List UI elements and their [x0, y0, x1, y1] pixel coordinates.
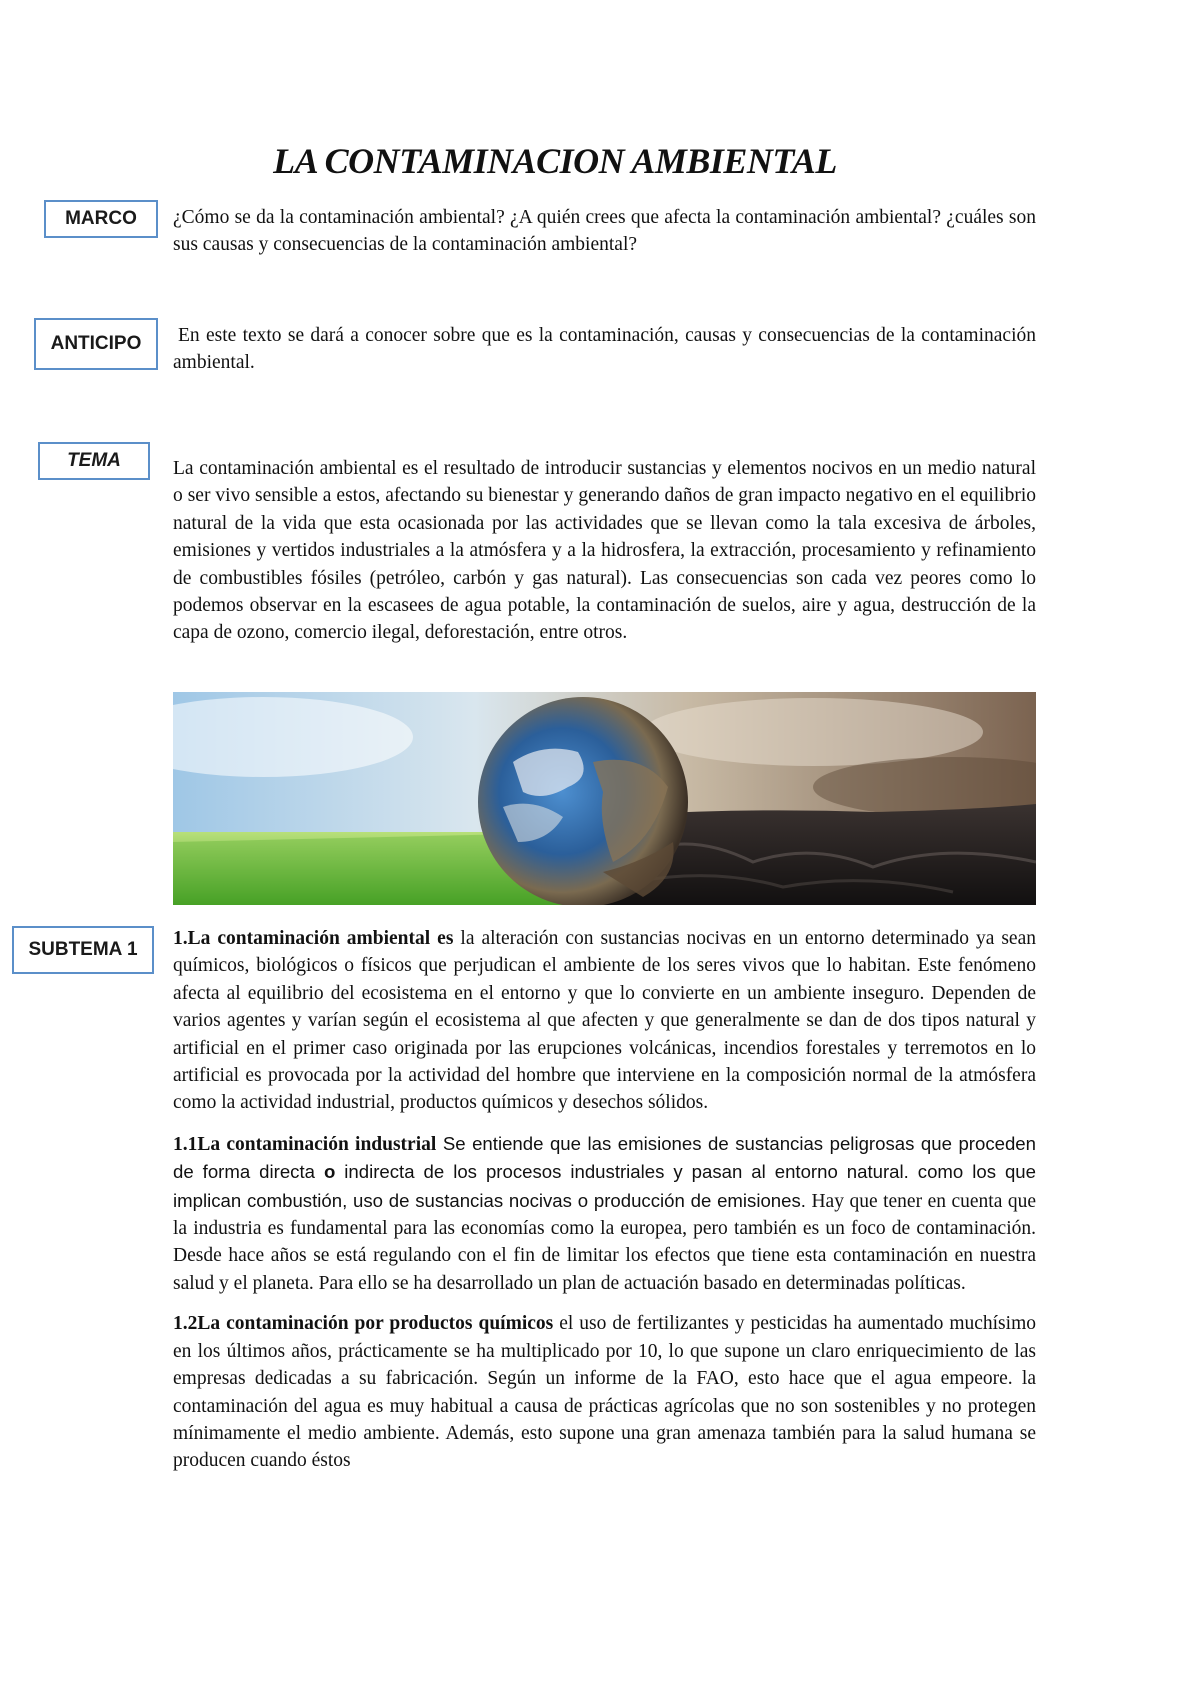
subtema1-text — [173, 925, 1036, 1475]
marco-paragraph: ¿Cómo se da la contaminación ambiental? ¿A quién crees que afecta la contaminación ambiental? ¿cuáles son sus causas y consecuencias de la contaminación ambiental? — [173, 207, 1036, 256]
hero-svg — [173, 692, 1036, 905]
anticipo-text — [173, 322, 1036, 377]
label-subtema-1-text: SUBTEMA 1 — [28, 939, 138, 960]
anticipo-paragraph: En este texto se dará a conocer sobre que es la contaminación, causas y consecuencias de la contaminación ambiental. — [173, 325, 1036, 374]
page-title: LA CONTAMINACION AMBIENTAL — [273, 141, 837, 181]
subtema1-p3-text: el uso de fertilizantes y pesticidas ha aumentado muchísimo en los últimos años, prácticamente se ha multiplicado por 10, lo que supone un claro enriquecimiento de las empresas dedicadas a su fabricación. Según un informe de la FAO, esto hace que el agua empeore. la contaminación del agua es muy habitual a causa de prácticas agrícolas que no son sostenibles y no protegen mínimamente el medio ambiente. Además, esto supone una gran amenaza también para la salud humana se producen cuando éstos — [173, 1313, 1036, 1472]
subtema1-p1-text: la alteración con sustancias nocivas en un entorno determinado ya sean químicos, biológicos o físicos que perjudican el ambiente de los seres vivos que lo habitan. Este fenómeno afecta al equilibrio del ecosistema en el entorno y que lo convierte en un ambiente inseguro. Dependen de varios agentes y varían según el ecosistema al que afecten y que generalmente se dan de dos tipos natural y artificial en el primer caso originada por las erupciones volcánicas, incendios forestales y terremotos en lo artificial es provocada por la actividad del hombre que interviene en la composición normal de la atmósfera como la actividad industrial, productos químicos y desechos sólidos. — [173, 928, 1036, 1114]
label-subtema-1 — [12, 926, 154, 974]
tema-paragraph: La contaminación ambiental es el resultado de introducir sustancias y elementos nocivos en un medio natural o ser vivo sensible a estos, afectando su bienestar y generando daños de gran impacto negativo en el equilibrio natural de la vida que esta ocasionada por las actividades que se llevan como la tala excesiva de árboles, emisiones y vertidos industriales a la atmósfera y a la hidrosfera, la extracción, procesamiento y refinamiento de combustibles fósiles (petróleo, carbón y gas natural). Las consecuencias son cada vez peores como lo podemos observar en la escasees de agua potable, la contaminación de suelos, aire y agua, destrucción de la capa de ozono, comercio ilegal, deforestación, entre otros. — [173, 458, 1036, 644]
subtema1-p2-sans-a: Se entiende que las emisiones de sustancias peligrosas que proceden de forma directa — [173, 1132, 1036, 1183]
label-marco — [44, 200, 158, 238]
label-marco-text: MARCO — [65, 208, 137, 229]
subtema1-p3-bold: 1.2La contaminación por productos químicos — [173, 1313, 554, 1335]
subtema1-paragraph-2 — [173, 1130, 1036, 1297]
label-tema-text: TEMA — [67, 450, 121, 471]
marco-text — [173, 204, 1036, 259]
subtema1-p2-bold: 1.1La contaminación industrial — [173, 1133, 437, 1155]
subtema1-paragraph-1 — [173, 925, 1036, 1117]
subtema1-p2-text: Hay que tener en cuenta que la industria es fundamental para las economías como la europea, pero también es un foco de contaminación. Desde hace años se está regulando con el fin de limitar los efectos que tiene esta contaminación en nuestra salud y el planeta. Para ello se ha desarrollado un plan de actuación basado en determinadas políticas. — [173, 1190, 1037, 1294]
label-tema — [38, 442, 150, 480]
subtema1-p1-bold: 1.La contaminación ambiental es — [173, 928, 454, 949]
label-anticipo — [34, 318, 158, 370]
subtema1-p2-sans-b: indirecta de los procesos industriales y pasan al entorno natural. como los que implican combustión, uso de sustancias nocivas o producción de emisiones. — [173, 1161, 1036, 1211]
subtema1-paragraph-3 — [173, 1310, 1036, 1474]
earth-grass-pollution-image — [173, 692, 1036, 905]
subtema1-p2-sans-o: o — [323, 1161, 336, 1183]
tema-text — [173, 455, 1036, 647]
label-anticipo-text: ANTICIPO — [50, 333, 142, 354]
